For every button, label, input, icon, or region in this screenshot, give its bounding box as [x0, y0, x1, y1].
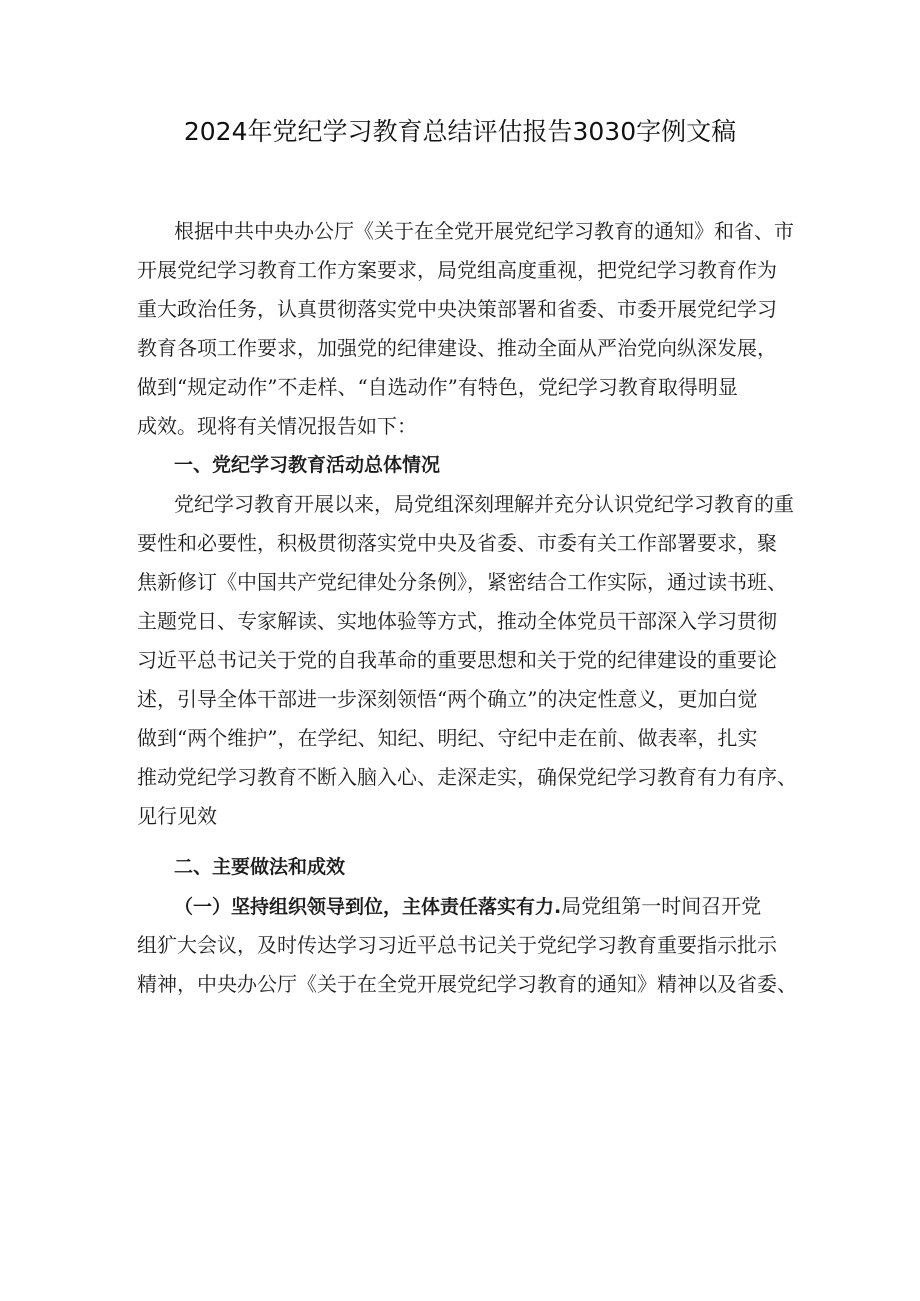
intro-line: 做到“规定动作”不走样、“自选动作”有特色，党纪学习教育取得明显 — [137, 375, 738, 399]
subsection-first-line — [137, 887, 787, 926]
document-body — [137, 212, 797, 1004]
intro-line: 开展党纪学习教育工作方案要求，局党组高度重视，把党纪学习教育作为 — [137, 258, 777, 282]
paragraph-line: 主题党日、专家解读、实地体验等方式，推动全体党员干部深入学习贯彻 — [137, 609, 777, 633]
paragraph-line: 党纪学习教育开展以来，局党组深刻理解并充分认识党纪学习教育的重 — [174, 492, 794, 516]
paragraph-line: 要性和必要性，积极贯彻落实党中央及省委、市委有关工作部署要求，聚 — [137, 531, 777, 555]
section-heading: 二、主要做法和成效 — [174, 856, 346, 878]
section-gap — [137, 836, 787, 848]
intro-line: 根据中共中央办公厅《关于在全党开展党纪学习教育的通知》和省、市 — [174, 219, 794, 243]
subsection-text: 局党组第一时间召开党 — [561, 894, 762, 918]
paragraph-line: 精神，中央办公厅《关于在全党开展党纪学习教育的通知》精神以及省委、 — [137, 972, 797, 996]
intro-line: 成效。现将有关情况报告如下： — [137, 414, 417, 438]
paragraph-line: 述，引导全体干部进一步深刻领悟“两个确立”的决定性意义，更加白觉 — [137, 687, 758, 711]
paragraph-line: 见行见效 — [137, 804, 217, 828]
subsection-heading: （一）坚持组织领导到位，主体责任落实有力. — [174, 896, 562, 918]
paragraph-line: 做到“两个维护”，在学纪、知纪、明纪、守纪中走在前、做表率，扎实 — [137, 726, 758, 750]
intro-line: 教育各项工作要求，加强党的纪律建设、推动全面从严治党向纵深发展， — [137, 336, 777, 360]
paragraph-line: 习近平总书记关于党的自我革命的重要思想和关于党的纪律建设的重要论 — [137, 648, 777, 672]
paragraph-line: 焦新修订《中国共产党纪律处分条例》，紧密结合工作实际，通过读书班、 — [137, 570, 787, 594]
section-heading: 一、党纪学习教育活动总体情况 — [174, 454, 441, 476]
document-title: 2024年党纪学习教育总结评估报告3030字例文稿 — [183, 117, 737, 146]
paragraph-line: 推动党纪学习教育不断入脑入心、走深走实，确保党纪学习教育有力有序、 — [137, 765, 797, 789]
intro-line: 重大政治任务，认真贯彻落实党中央决策部署和省委、市委开展党纪学习 — [137, 297, 777, 321]
paragraph-line: 组犷大会议，及时传达学习习近平总书记关于党纪学习教育重要指示批示 — [137, 933, 777, 957]
